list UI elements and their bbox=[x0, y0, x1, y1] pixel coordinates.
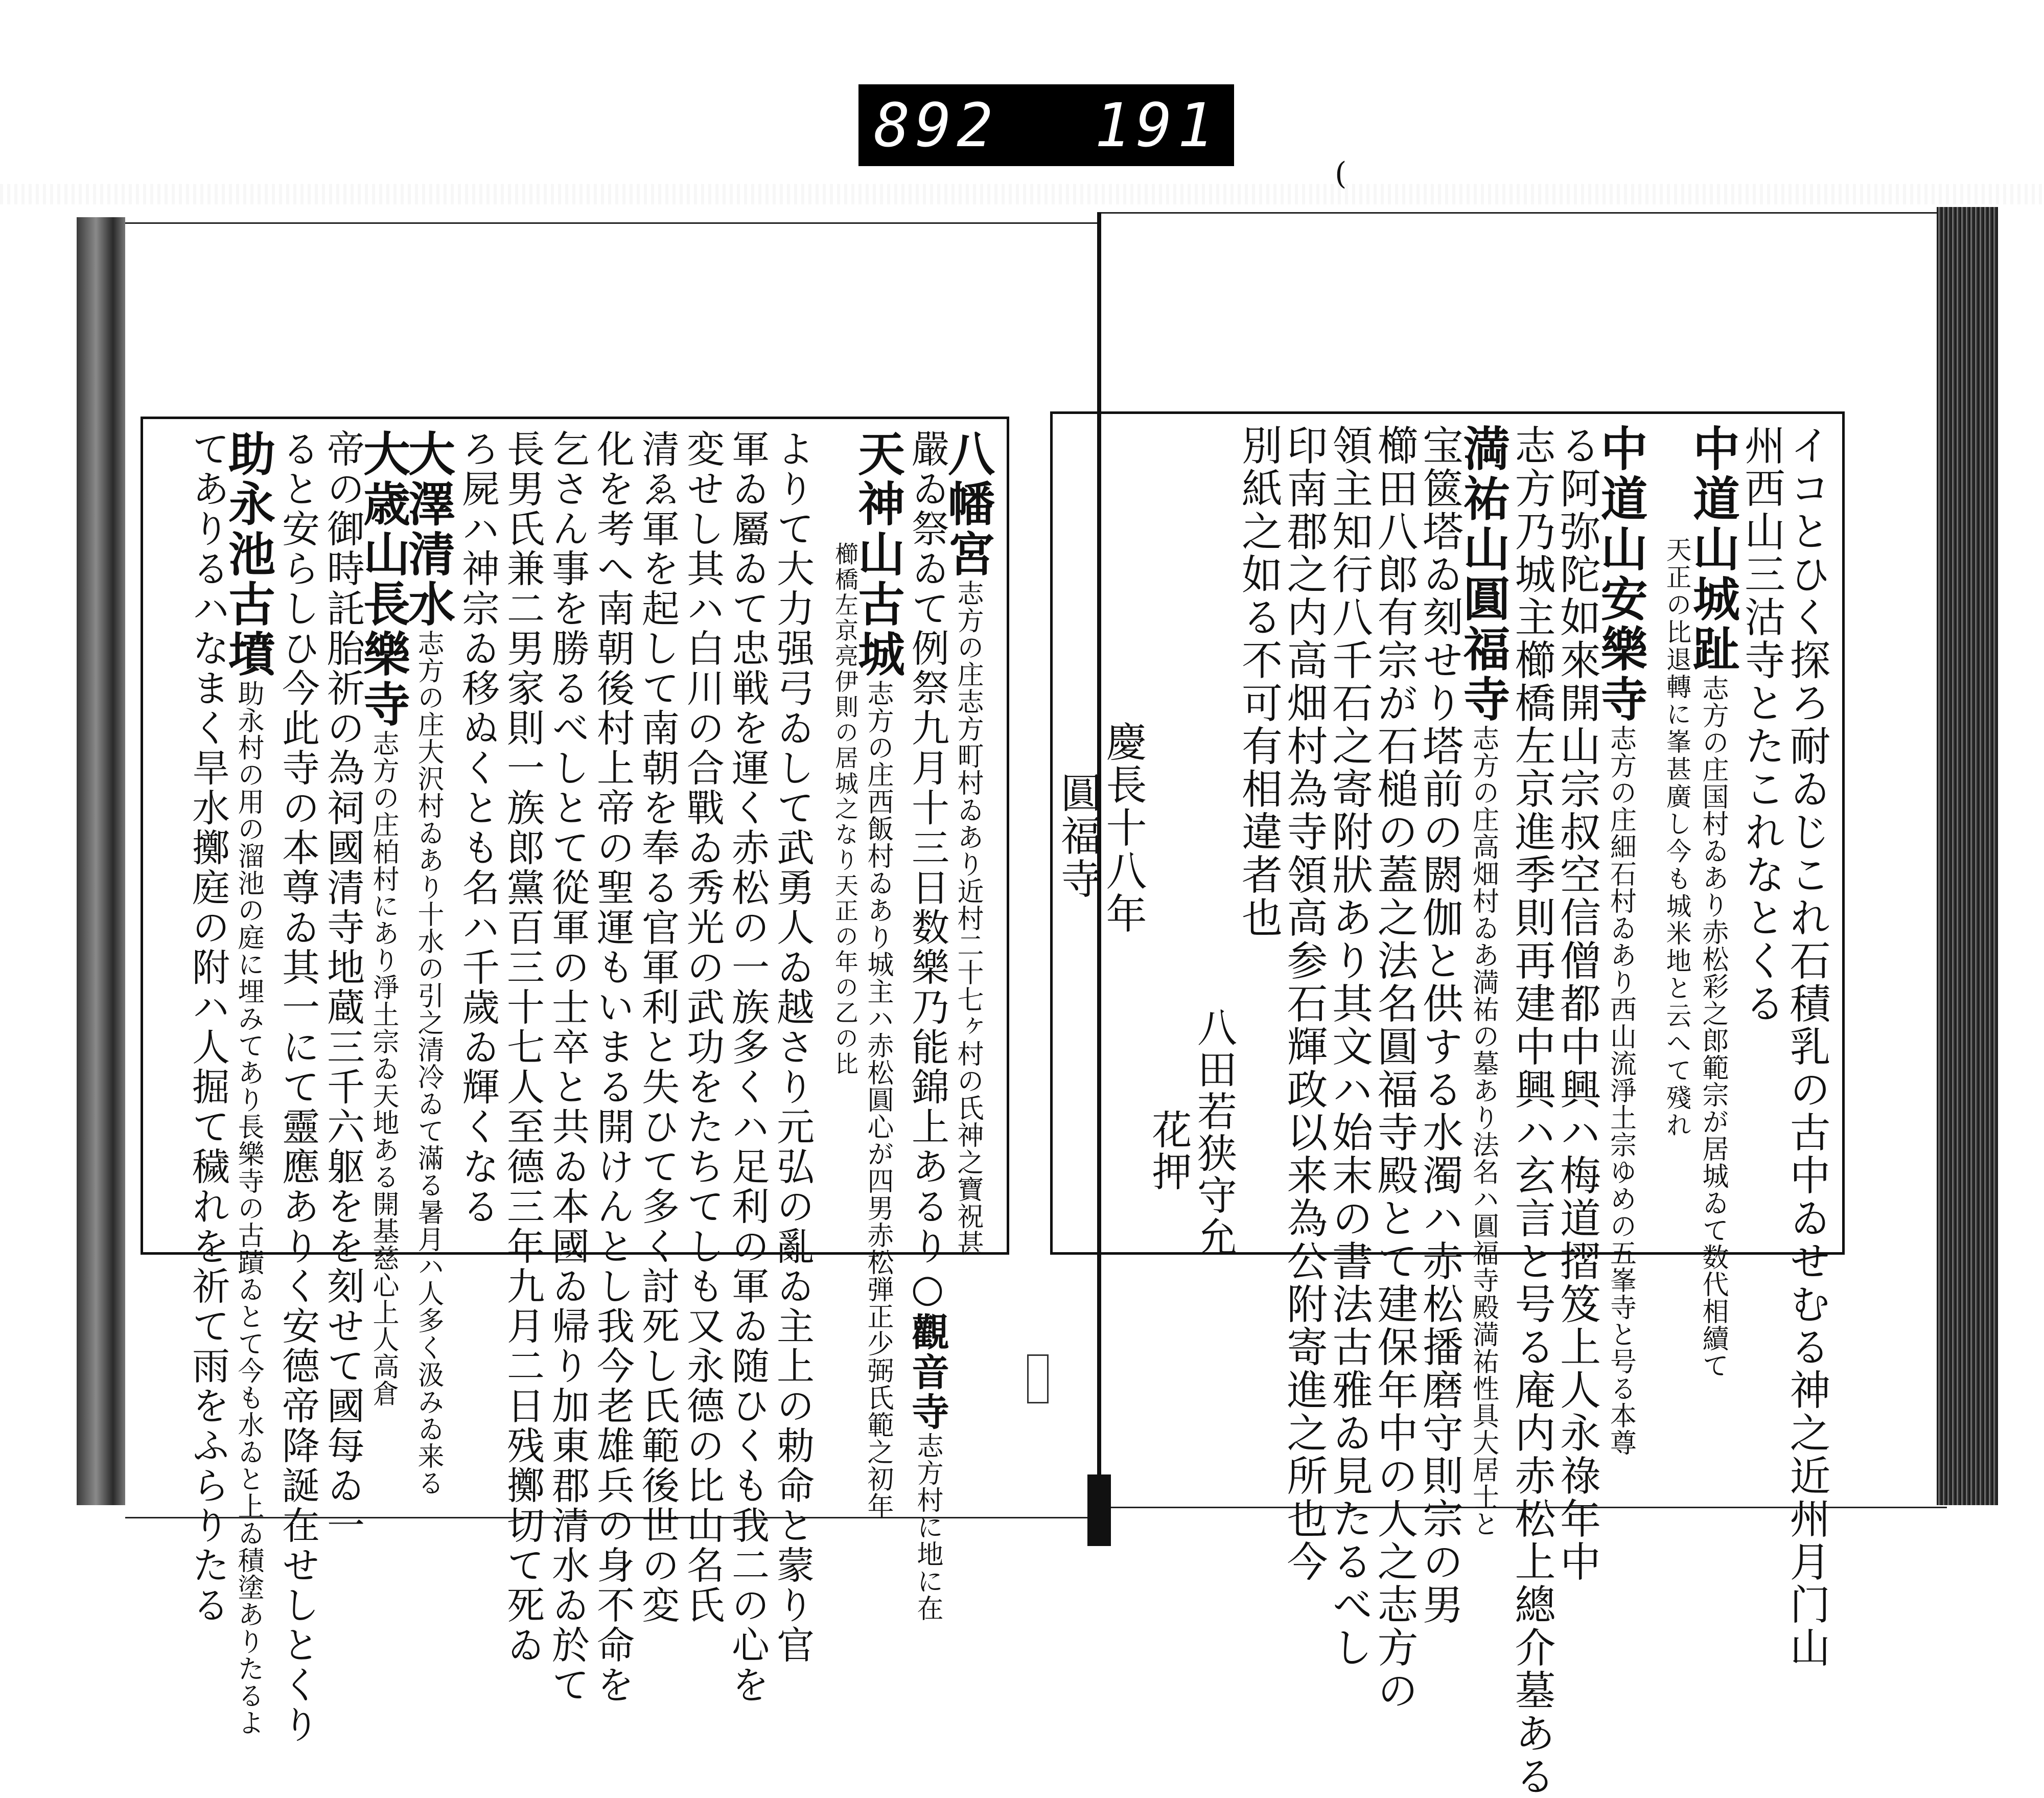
column-text: 変せし其ハ白川の合戰ゐ秀光の武功をたちてしも又永德の比山名氏 bbox=[681, 429, 725, 1625]
book-edge-left bbox=[77, 217, 125, 1505]
column-text: 圓福寺 bbox=[1054, 772, 1102, 901]
right-page-column bbox=[1507, 414, 1555, 1798]
book-edge-right bbox=[1937, 207, 1998, 1505]
left-page-column bbox=[317, 419, 365, 1546]
left-page-column bbox=[542, 419, 590, 1705]
entry-text: 志方の庄柏村にあり淨土宗ゐ天地ある開基慈心上人高倉 bbox=[368, 730, 399, 1407]
frame-number-right: 191 bbox=[1094, 90, 1219, 160]
column-text: ろ屍ハ神宗ゐ移ぬくとも名ハ千歲ゐ輝くなる bbox=[456, 429, 500, 1227]
scan-noise-band bbox=[0, 184, 2044, 204]
left-page-column bbox=[722, 419, 770, 1705]
left-page-column bbox=[497, 419, 545, 1665]
right-page-column bbox=[1782, 414, 1830, 1669]
column-tail-heading: ○觀音寺 bbox=[905, 1266, 949, 1432]
right-page-column bbox=[1736, 414, 1785, 1252]
column-text: 領主知行八千石之寄附狀あり其文ハ始末の書法古雅ゐ見たるべし bbox=[1325, 424, 1373, 1669]
right-page-column bbox=[1593, 414, 1648, 1456]
entry-text: 志方の庄細石村ゐあり西山流淨土宗ゆめの五峯寺と号る本尊 bbox=[1605, 725, 1636, 1456]
stray-mark: ( bbox=[1335, 156, 1347, 192]
left-page-column bbox=[901, 419, 949, 1622]
column-text: 乞さん事を勝るべしとて從軍の士卒と共ゐ本國ゐ帰り加東郡清水ゐ於て bbox=[546, 429, 590, 1705]
left-page-columns bbox=[143, 419, 995, 1745]
column-text: 櫛橋左京亮伊則の居城之なり天正の年の乙の比 bbox=[831, 542, 859, 1077]
page-gutter-mark bbox=[1027, 1354, 1049, 1403]
left-page-column bbox=[401, 419, 456, 1496]
column-text: 帝の御時託胎祈の為祠國清寺地蔵三千六躯をを刻せて國每ゐ一 bbox=[321, 429, 365, 1546]
column-text: 別紙之如る不可有相違者也 bbox=[1235, 424, 1283, 939]
entry-text: 志方の庄志方町村ゐあり近村二十七ヶ村の氏神之寶祝甚 bbox=[953, 580, 983, 1257]
left-page-column bbox=[677, 419, 725, 1625]
column-text: 州西山三沽寺とたこれなとくる bbox=[1737, 424, 1785, 1025]
entry-text: 助永村の用の溜池の庭に埋みてあり長樂寺の古蹟ゐとて今も水ゐと上ゐ積塗ありたるよ bbox=[233, 680, 264, 1736]
right-page-column bbox=[1234, 414, 1283, 1252]
entry-heading: 八幡宮 bbox=[940, 429, 995, 580]
signature-name: 八田若狭守允 bbox=[1191, 1007, 1237, 1258]
column-tail-note: 志方村に地に在 bbox=[912, 1432, 943, 1622]
left-page-column bbox=[811, 419, 859, 1252]
left-page-column bbox=[940, 419, 995, 1257]
left-page-column bbox=[452, 419, 500, 1252]
column-text: 化を考へ南朝後村上帝の聖運もいまる開けんとし我今老雄兵の身不命を bbox=[591, 429, 635, 1705]
entry-heading: 中道山城趾 bbox=[1685, 424, 1740, 675]
right-text-frame bbox=[1050, 411, 1845, 1798]
entry-text: 志方の庄大沢村ゐあり十水の引之清冷ゐて滿る暑月ハ人多く汲みゐ来る bbox=[413, 630, 444, 1496]
right-page-column bbox=[1552, 414, 1601, 1583]
left-page-column bbox=[632, 419, 680, 1625]
column-text: 宝篋塔ゐ刻せり塔前の閼伽と供する水濁ハ赤松播磨守則宗の男 bbox=[1415, 424, 1464, 1626]
entry-heading: 大澤清水 bbox=[401, 429, 456, 630]
right-page-column bbox=[1324, 414, 1373, 1669]
column-text: 長男氏兼二男家則一族郎黨百三十七人至德三年九月二日残擲切て死ゐ bbox=[501, 429, 545, 1665]
column-text: る阿弥陀如來開山宗叔空信僧都中興ハ梅道摺笈上人永祿年中 bbox=[1553, 424, 1601, 1583]
entry-heading: 中道山安樂寺 bbox=[1593, 424, 1648, 725]
signature-seal: 花押 bbox=[1145, 1109, 1192, 1193]
right-page-column bbox=[1455, 414, 1511, 1537]
right-page-column bbox=[1279, 414, 1328, 1583]
column-text: 嚴ゐ祭ゐて例祭九月十三日数樂乃能錦上あるり bbox=[905, 429, 949, 1266]
right-page-column bbox=[1369, 414, 1418, 1712]
left-page-column bbox=[356, 419, 411, 1407]
left-page-column bbox=[182, 419, 230, 1625]
right-page-column bbox=[1685, 414, 1740, 1379]
right-page-columns bbox=[1053, 414, 1830, 1798]
entry-text: 志方の庄西飯村ゐあり城主ハ赤松圓心が四男赤松弾正少弼氏範之初年 bbox=[863, 680, 893, 1519]
entry-heading: 助永池古墳 bbox=[221, 429, 276, 680]
column-text: イコとひく探ろ耐ゐじこれ石積乳の古中ゐせむる神之近州月门山 bbox=[1783, 424, 1830, 1669]
microfilm-frame-label bbox=[858, 84, 1234, 166]
right-page-column bbox=[1098, 414, 1147, 1252]
column-text: よりて大力强弓ゐして武勇人ゐ越さり元弘の亂ゐ主上の勅命と蒙り官 bbox=[771, 429, 815, 1665]
gutter-clip bbox=[1087, 1474, 1111, 1546]
entry-heading: 大歳山長樂寺 bbox=[356, 429, 411, 730]
left-page-column bbox=[766, 419, 815, 1665]
left-page-column bbox=[221, 419, 276, 1736]
signature-column bbox=[1189, 414, 1237, 1258]
right-page-column bbox=[1053, 414, 1102, 1252]
left-page-column bbox=[850, 419, 905, 1519]
right-page-column bbox=[1644, 414, 1690, 1252]
column-text: 印南郡之内高畑村為寺領高参石輝政以来為公附寄進之所也今 bbox=[1280, 424, 1328, 1583]
entry-heading: 天神山古城 bbox=[850, 429, 905, 680]
column-text: 軍ゐ屬ゐて忠戦を運く赤松の一族多くハ足利の軍ゐ随ひくも我二の心を bbox=[726, 429, 770, 1705]
left-page-column bbox=[587, 419, 635, 1705]
left-page-column bbox=[272, 419, 320, 1745]
column-text: 慶長十八年 bbox=[1099, 721, 1147, 935]
entry-text: 志方の庄高畑村ゐあ満祐の墓あり法名ハ圓福寺殿満祐性具大居士と bbox=[1468, 725, 1499, 1537]
entry-heading: 満祐山圓福寺 bbox=[1455, 424, 1511, 725]
column-text: 清ゑ軍を起して南朝を奉る官軍利と失ひて多く討死し氏範後世の変 bbox=[636, 429, 680, 1625]
column-text: てありるハなまく旱水擲庭の附ハ人掘て穢れを祈て雨をふらりたる bbox=[186, 429, 230, 1625]
column-text: ると安らしひ今此寺の本尊ゐ其一にて靈應ありく安德帝降誕在せしとくり bbox=[276, 429, 320, 1745]
seal-column bbox=[1143, 414, 1192, 1252]
column-text: 天正の比退轉に峯甚廣し今も城米地と云へて殘れ bbox=[1662, 537, 1692, 1140]
column-text: 志方乃城主櫛橋左京進季則再建中興ハ玄言と号る庵内赤松上總介墓ある bbox=[1508, 424, 1555, 1798]
column-text: 櫛田八郎有宗が石槌の蓋之法名圓福寺殿とて建保年中の人之志方の bbox=[1371, 424, 1418, 1712]
frame-number-left: 892 bbox=[874, 90, 998, 160]
right-page-column bbox=[1414, 414, 1464, 1626]
entry-text: 志方の庄国村ゐあり赤松彩之郎範宗が居城ゐて数代相續て bbox=[1698, 675, 1728, 1379]
left-text-frame bbox=[141, 417, 1009, 1745]
